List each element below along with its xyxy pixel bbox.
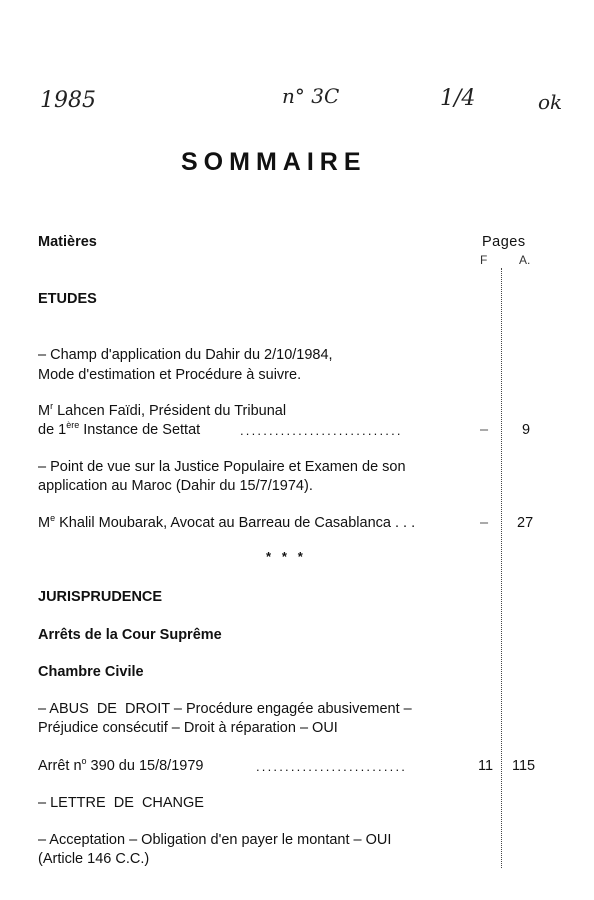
header-pages: Pages [482, 234, 526, 250]
handwritten-pages: 1/4 [440, 86, 476, 111]
section-separator: * * * [266, 549, 303, 564]
handwritten-ok: ok [538, 90, 563, 114]
leader-dots: .......................... [256, 759, 408, 774]
etudes-author1-page-f: – [480, 422, 489, 438]
etudes-item1-line2: Mode d'estimation et Procédure à suivre. [38, 367, 302, 383]
jurisprudence-item1-line2: Préjudice consécutif – Droit à réparation – OUI [38, 720, 338, 736]
leader-dots: ............................ [240, 423, 403, 438]
jurisprudence-arret-page-f: 11 [478, 758, 494, 774]
jurisprudence-arret-page-a: 115 [512, 758, 536, 774]
page-title: SOMMAIRE [181, 148, 367, 176]
jurisprudence-sub-chambre-civile: Chambre Civile [38, 664, 144, 680]
jurisprudence-item3-line2: (Article 146 C.C.) [38, 851, 150, 867]
header-matieres: Matières [38, 234, 97, 250]
jurisprudence-item3-line1: – Acceptation – Obligation d'en payer le montant – OUI [38, 832, 392, 848]
jurisprudence-item2: – LETTRE DE CHANGE [38, 795, 204, 811]
etudes-author1-page-a: 9 [522, 422, 531, 438]
section-jurisprudence-heading: JURISPRUDENCE [38, 589, 163, 605]
etudes-author1-line1: $M^r$ Lahcen Faïdi, Président du Tribunal [38, 401, 287, 419]
jurisprudence-arret: Arrêt $n^o$ 390 du 15/8/1979 [38, 756, 204, 774]
section-etudes-heading: ETUDES [38, 291, 97, 307]
header-col-f: F [480, 253, 488, 267]
etudes-author2: Me Khalil Moubarak, Avocat au Barreau de Casablanca . . . [38, 513, 416, 531]
etudes-item2-line1: – Point de vue sur la Justice Populaire et Examen de son [38, 459, 406, 475]
handwritten-year: 1985 [40, 88, 96, 113]
column-divider [501, 268, 502, 868]
etudes-item2-line2: application au Maroc (Dahir du 15/7/1974). [38, 478, 313, 494]
etudes-author2-page-f: – [480, 515, 489, 531]
header-col-a: A. [519, 253, 531, 267]
etudes-author1-line2: de 1ère Instance de Settat [38, 420, 201, 438]
etudes-item1-line1: – Champ d'application du Dahir du 2/10/1984, [38, 347, 333, 363]
etudes-author2-page-a: 27 [517, 515, 534, 531]
jurisprudence-sub-cour-supreme: Arrêts de la Cour Suprême [38, 627, 222, 643]
jurisprudence-item1-line1: – ABUS DE DROIT – Procédure engagée abusivement – [38, 701, 412, 717]
handwritten-number: n° 3C [282, 84, 340, 108]
